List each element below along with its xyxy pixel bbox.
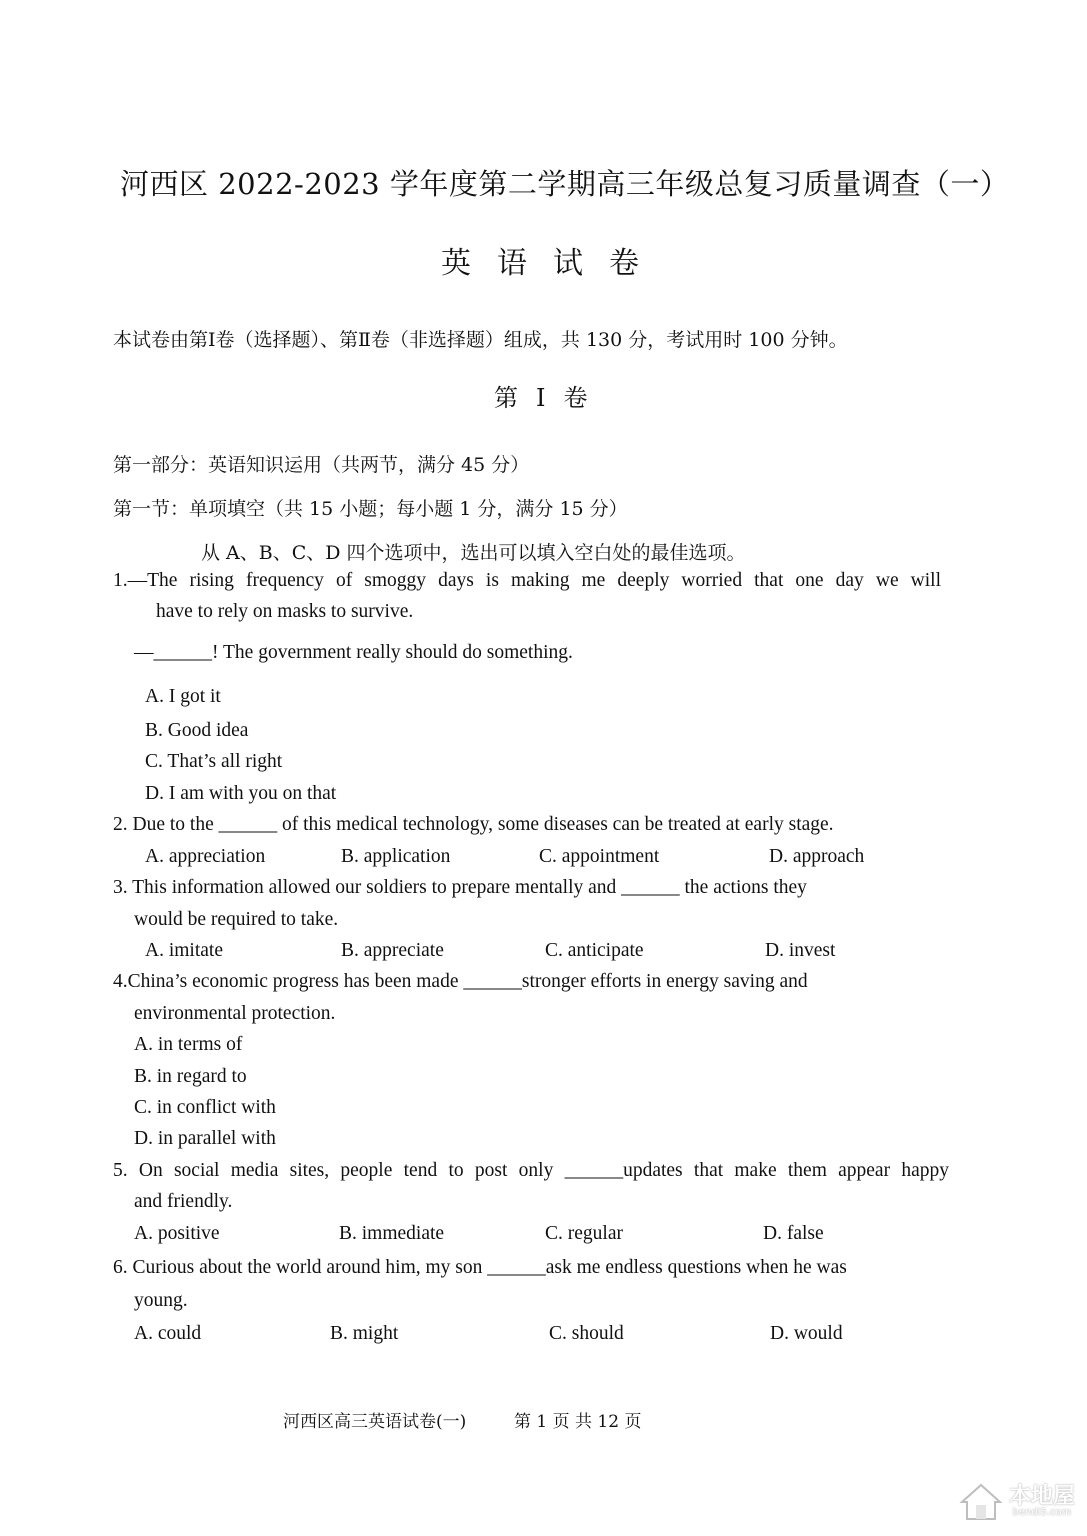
question-text: young. xyxy=(134,1290,188,1311)
option-c: C. appointment xyxy=(539,846,660,867)
question-text: and friendly. xyxy=(134,1191,233,1212)
option-b: B. immediate xyxy=(339,1223,445,1244)
option-b: B. in regard to xyxy=(134,1066,247,1087)
watermark-url: bendi5.com xyxy=(1012,1507,1072,1518)
option-a: A. in terms of xyxy=(134,1034,243,1055)
option-c: C. That’s all right xyxy=(145,751,283,772)
option-d: D. in parallel with xyxy=(134,1128,276,1149)
option-d: D. I am with you on that xyxy=(145,783,337,804)
question-text: would be required to take. xyxy=(134,909,339,930)
question-text: 1.—The rising frequency of smoggy days is making me deeply worried that one day we will xyxy=(113,570,941,591)
question-text: 2. Due to the ______ of this medical technology, some diseases can be treated at early stage. xyxy=(113,814,834,835)
exam-title: 河西区 2022-2023 学年度第二学期高三年级总复习质量调查（一） xyxy=(120,167,1010,201)
option-c: C. regular xyxy=(545,1223,623,1244)
option-a: A. could xyxy=(134,1323,202,1344)
section-instruction: 从 A、B、C、D 四个选项中，选出可以填入空白处的最佳选项。 xyxy=(201,542,746,564)
option-a: A. imitate xyxy=(145,940,223,961)
option-c: C. anticipate xyxy=(545,940,644,961)
watermark-logo xyxy=(959,1482,1075,1522)
option-c: C. should xyxy=(549,1323,624,1344)
option-c: C. in conflict with xyxy=(134,1097,276,1118)
footer-label: 河西区高三英语试卷(一) xyxy=(283,1412,467,1432)
watermark-name: 本地屋 xyxy=(1008,1484,1075,1509)
option-a: A. positive xyxy=(134,1223,220,1244)
subject-title: 英语试卷 xyxy=(441,246,665,281)
option-b: B. application xyxy=(341,846,451,867)
question-text: 6. Curious about the world around him, my son ______ask me endless questions when he was xyxy=(113,1257,847,1278)
page-number: 第 1 页 共 12 页 xyxy=(514,1412,642,1432)
option-a: A. I got it xyxy=(145,686,221,707)
option-d: D. would xyxy=(770,1323,843,1344)
volume-title: 第Ⅰ卷 xyxy=(494,384,606,412)
question-text: 3. This information allowed our soldiers to prepare mentally and ______ the actions they xyxy=(113,877,807,898)
question-text: —______! The government really should do something. xyxy=(134,642,573,663)
question-text: have to rely on masks to survive. xyxy=(156,601,414,622)
house-icon xyxy=(959,1482,1003,1522)
option-d: D. invest xyxy=(765,940,836,961)
exam-intro: 本试卷由第Ⅰ卷（选择题）、第Ⅱ卷（非选择题）组成，共 130 分，考试用时 100 分钟。 xyxy=(113,329,848,351)
option-d: D. false xyxy=(763,1223,824,1244)
option-d: D. approach xyxy=(769,846,865,867)
option-b: B. might xyxy=(330,1323,399,1344)
option-b: B. appreciate xyxy=(341,940,444,961)
section-title: 第一节：单项填空（共 15 小题；每小题 1 分，满分 15 分） xyxy=(113,498,628,520)
question-text: environmental protection. xyxy=(134,1003,336,1024)
option-a: A. appreciation xyxy=(145,846,266,867)
question-text: 5. On social media sites, people tend to post only ______updates that make them appear happy xyxy=(113,1160,949,1181)
question-text: 4.China’s economic progress has been made ______stronger efforts in energy saving and xyxy=(113,971,808,992)
part-title: 第一部分：英语知识运用（共两节，满分 45 分） xyxy=(113,454,530,476)
option-b: B. Good idea xyxy=(145,720,249,741)
